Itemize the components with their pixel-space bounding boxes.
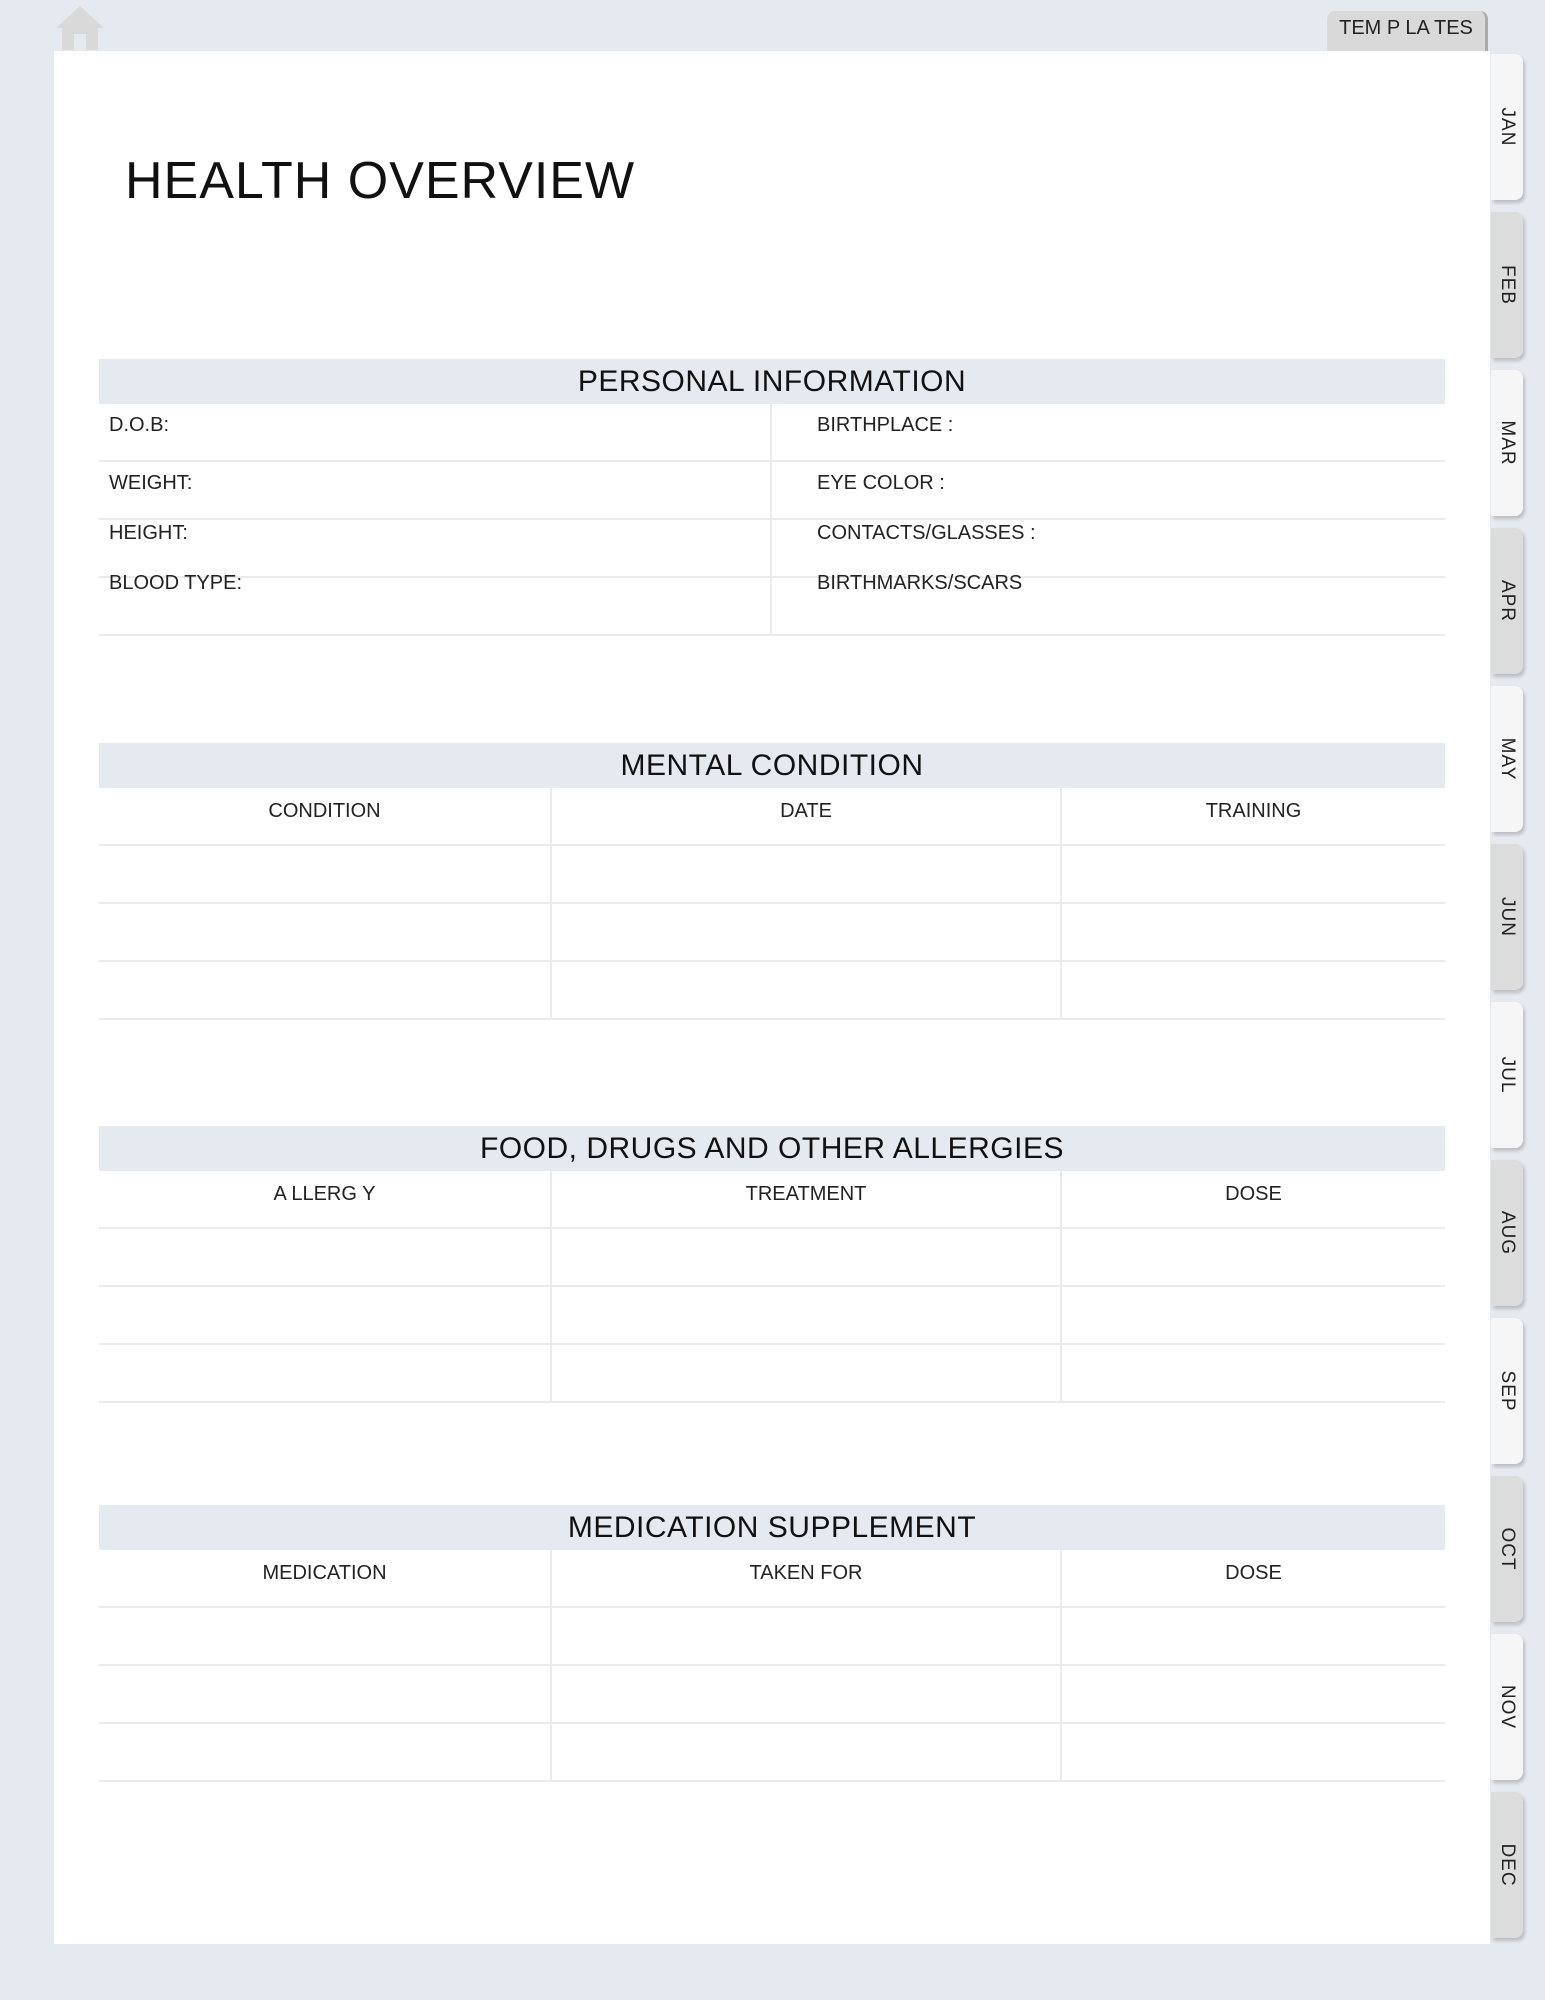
home-icon[interactable] (54, 4, 106, 50)
personal-information-section (99, 359, 1445, 636)
month-tab-label: AUG (1497, 1210, 1518, 1256)
column-header-date: DATE (780, 800, 832, 822)
mental-condition-section (99, 743, 1445, 1021)
month-tab-label: FEB (1497, 265, 1518, 305)
blood-type-field[interactable]: BLOOD TYPE: (109, 572, 243, 594)
month-tab-label: JAN (1497, 107, 1518, 147)
month-tab-feb[interactable] (1491, 212, 1523, 358)
month-tab-jun[interactable] (1491, 844, 1523, 990)
column-header-training: TRAINING (1205, 800, 1302, 822)
month-tab-sep[interactable] (1491, 1318, 1523, 1464)
month-tab-oct[interactable] (1491, 1476, 1523, 1622)
column-divider (770, 404, 772, 636)
column-header-dose: DOSE (1225, 1562, 1282, 1584)
personal-information-grid (99, 404, 1445, 636)
month-tab-label: SEP (1497, 1370, 1518, 1412)
row-divider (99, 1285, 1445, 1287)
eye-color-field[interactable]: EYE COLOR : (817, 472, 945, 494)
weight-field[interactable]: WEIGHT: (109, 472, 193, 494)
row-divider (99, 1018, 1445, 1020)
row-divider (99, 634, 1445, 636)
height-field[interactable]: HEIGHT: (109, 522, 188, 544)
birthplace-field[interactable]: BIRTHPLACE : (817, 414, 954, 436)
allergies-table (99, 1171, 1445, 1404)
month-tab-aug[interactable] (1491, 1160, 1523, 1306)
planner-page (54, 51, 1490, 1944)
month-tab-nov[interactable] (1491, 1634, 1523, 1780)
month-tab-dec[interactable] (1491, 1792, 1523, 1938)
column-header-treatment: TREATMENT (745, 1183, 867, 1205)
month-tab-label: OCT (1497, 1527, 1518, 1571)
row-divider (99, 460, 1445, 462)
personal-information-header: PERSONAL INFORMATION (99, 359, 1445, 404)
month-tab-label: JUN (1497, 897, 1518, 937)
row-divider (99, 1606, 1445, 1608)
month-tab-label: JUL (1497, 1056, 1518, 1094)
allergies-section (99, 1126, 1445, 1404)
templates-tab[interactable]: TEM P LA TES (1327, 11, 1488, 51)
column-header-medication: MEDICATION (262, 1562, 387, 1584)
month-tab-jan[interactable] (1491, 54, 1523, 200)
dob-field[interactable]: D.O.B: (109, 414, 170, 436)
column-header-allergy: A LLERG Y (273, 1183, 376, 1205)
column-header-taken-for: TAKEN FOR (749, 1562, 863, 1584)
row-divider (99, 960, 1445, 962)
month-tab-label: DEC (1497, 1843, 1518, 1887)
row-divider (99, 1401, 1445, 1403)
month-tab-apr[interactable] (1491, 528, 1523, 674)
row-divider (99, 1780, 1445, 1782)
page-title: HEALTH OVERVIEW (125, 152, 636, 210)
month-tab-label: APR (1497, 579, 1518, 623)
contacts-glasses-field[interactable]: CONTACTS/GLASSES : (817, 522, 1036, 544)
row-divider (99, 1343, 1445, 1345)
medication-header: MEDICATION SUPPLEMENT (99, 1505, 1445, 1550)
mental-condition-table (99, 788, 1445, 1021)
row-divider (99, 1722, 1445, 1724)
row-divider (99, 518, 1445, 520)
month-tab-may[interactable] (1491, 686, 1523, 832)
mental-condition-header: MENTAL CONDITION (99, 743, 1445, 788)
month-tab-label: NOV (1497, 1684, 1518, 1730)
row-divider (99, 902, 1445, 904)
row-divider (99, 844, 1445, 846)
medication-section (99, 1505, 1445, 1783)
month-tab-label: MAY (1497, 737, 1518, 781)
month-tab-jul[interactable] (1491, 1002, 1523, 1148)
allergies-header: FOOD, DRUGS AND OTHER ALLERGIES (99, 1126, 1445, 1171)
month-tab-mar[interactable] (1491, 370, 1523, 516)
row-divider (99, 576, 1445, 578)
medication-table (99, 1550, 1445, 1783)
column-header-dose: DOSE (1225, 1183, 1282, 1205)
month-tab-label: MAR (1497, 420, 1518, 466)
row-divider (99, 1227, 1445, 1229)
row-divider (99, 1664, 1445, 1666)
column-header-condition: CONDITION (268, 800, 381, 822)
birthmarks-scars-field[interactable]: BIRTHMARKS/SCARS (817, 572, 1023, 594)
